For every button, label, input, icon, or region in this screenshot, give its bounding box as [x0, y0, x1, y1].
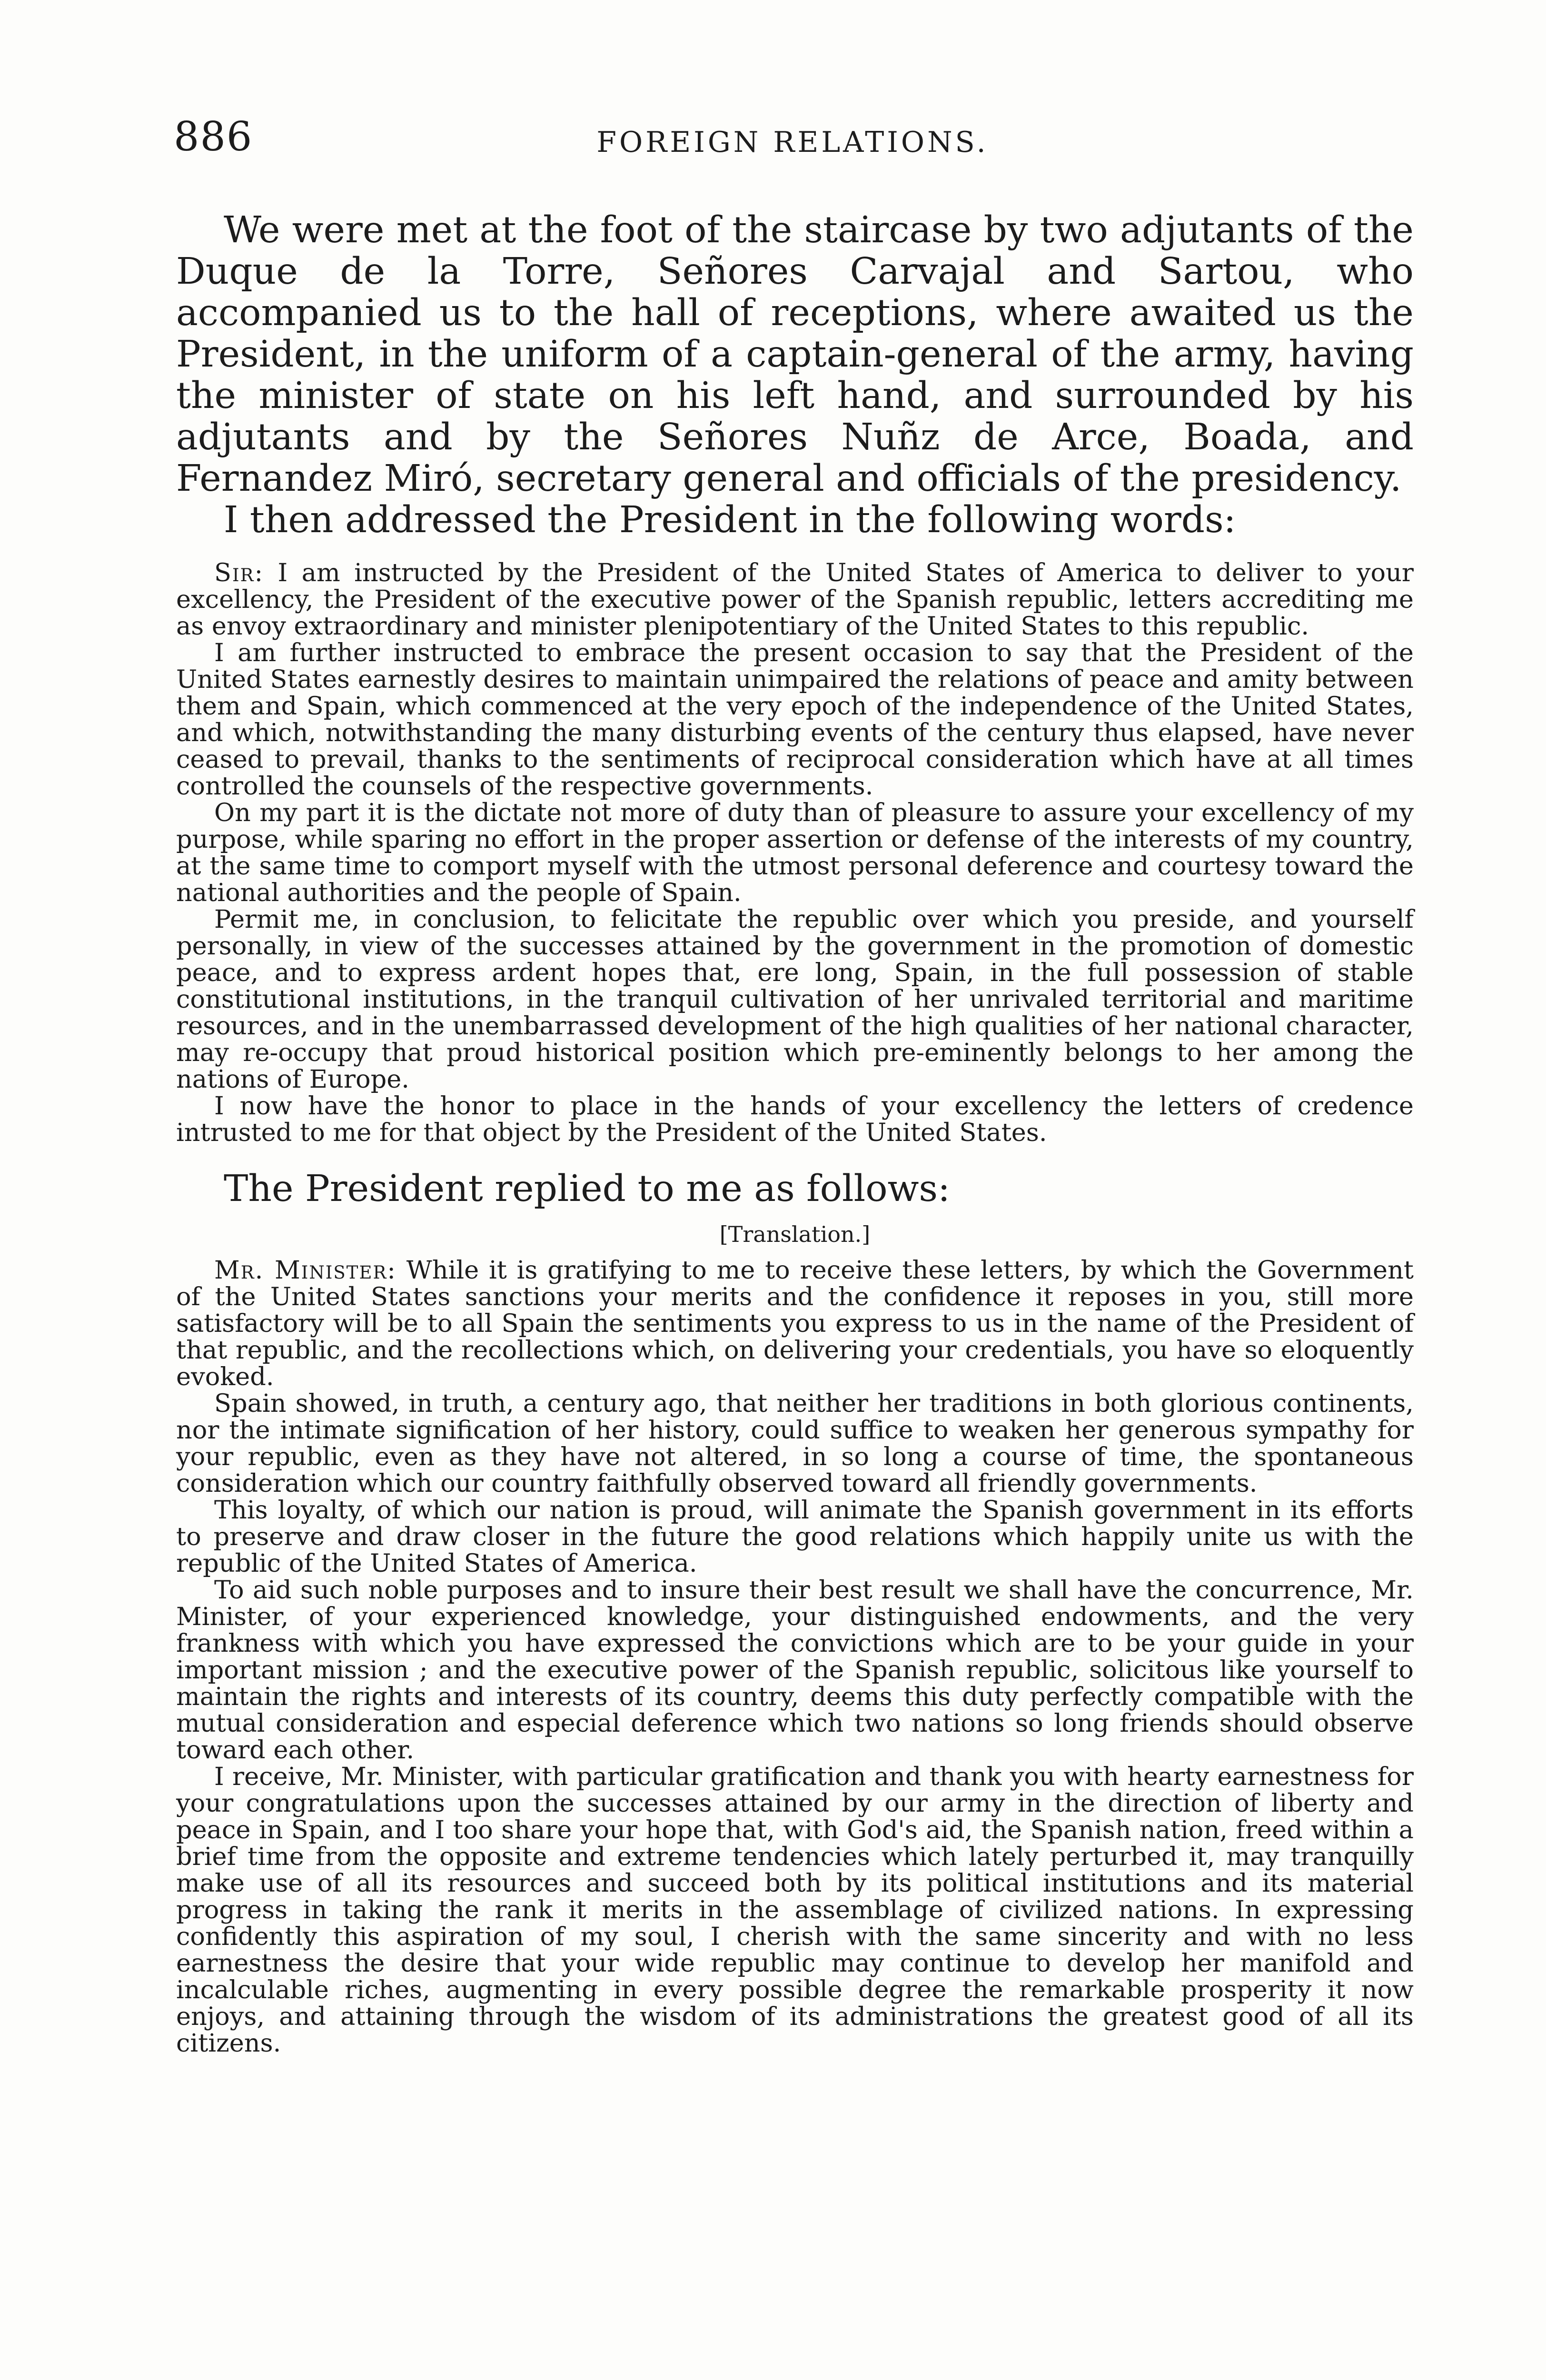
running-head: FOREIGN RELATIONS. [596, 126, 989, 159]
minister-address-paragraph: Permit me, in conclusion, to felicitate the republic over which you preside, and yourself personally, in view of the successes attained by the government in the promotion of domestic peace, and to express ardent hopes that, ere long, Spain, in the full possession of stable constitutional institutions, in the tranquil cultivation of her unrivaled territorial and maritime resources, and in the unembarrassed development of the high qualities of her national character, may re-occupy that proud historical position which pre-eminently belongs to her among the nations of Europe. [176, 905, 1414, 1094]
address-intro-line: I then addressed the President in the following words: [224, 499, 1236, 541]
salutation: Mr. Minister: [214, 1256, 396, 1285]
president-reply-paragraph: To aid such noble purposes and to insure their best result we shall have the concurrence, Mr. Minister, of your experienced knowledge, your distinguished endowments, and the very frankness with which you have expressed the convictions which are to be your guide in your important mission ; and the executive power of the Spanish republic, solicitous like yourself to maintain the rights and interests of its country, deems this duty perfectly compatible with the mutual consideration and especial deference which two nations so long friends should observe toward each other. [176, 1576, 1414, 1765]
page-body [176, 209, 1414, 2057]
intro-paragraph: We were met at the foot of the staircase by two adjutants of the Duque de la Torre, Señores Carvajal and Sartou, who accompanied us to the hall of receptions, where awaited us the President, in the uniform of a captain-general of the army, having the minister of state on his left hand, and surrounded by his adjutants and by the Señores Nuñz de Arce, Boada, and Fernandez Miró, secretary general and officials of the presidency. [176, 209, 1414, 500]
paragraph-text: I am instructed by the President of the United States of America to deliver to your excellency, the President of the executive power of the Spanish republic, letters accrediting me as envoy extraordinary and minister plenipotentiary of the United States to this republic. [176, 558, 1414, 641]
paragraph-text: While it is gratifying to me to receive these letters, by which the Government of the United States sanctions your merits and the confidence it reposes in you, still more satisfactory will be to all Spain the sentiments you express to us in the name of the President of that republic, and the recollections which, on delivering your credentials, you have so eloquently evoked. [176, 1256, 1414, 1391]
minister-address-paragraph [176, 560, 1414, 640]
president-reply [176, 1257, 1414, 2057]
translation-label: [Translation.] [719, 1221, 871, 1247]
salutation: Sir: [214, 558, 264, 587]
minister-address-paragraph: I now have the honor to place in the hands of your excellency the letters of credence intrusted to me for that object by the President of the United States. [176, 1091, 1414, 1147]
page-number: 886 [174, 113, 253, 160]
president-reply-paragraph: I receive, Mr. Minister, with particular gratification and thank you with hearty earnestness for your congratulations upon the successes attained by our army in the direction of liberty and peace in Spain, and I too share your hope that, with God's aid, the Spanish nation, freed within a brief time from the opposite and extreme tendencies which lately perturbed it, may tranquilly make use of all its resources and succeed both by its political institutions and its material progress in taking the rank it merits in the assemblage of civilized nations. In expressing confidently this aspiration of my soul, I cherish with the same sincerity and with no less earnestness the desire that your wide republic may continue to develop her manifold and incalculable riches, augmenting in every possible degree the remarkable prosperity it now enjoys, and attaining through the wisdom of its administrations the greatest good of all its citizens. [176, 1762, 1414, 2058]
minister-address-paragraph: On my part it is the dictate not more of duty than of pleasure to assure your excellency of my purpose, while sparing no effort in the proper assertion or defense of the interests of my country, at the same time to comport myself with the utmost personal deference and courtesy toward the national authorities and the people of Spain. [176, 798, 1414, 907]
page-header [174, 113, 1411, 166]
minister-address [176, 560, 1414, 1146]
president-reply-paragraph: This loyalty, of which our nation is proud, will animate the Spanish government in its efforts to preserve and draw closer in the future the good relations which happily unite us with the republic of the United States of America. [176, 1496, 1414, 1578]
minister-address-paragraph: I am further instructed to embrace the present occasion to say that the President of the United States earnestly desires to maintain unimpaired the relations of peace and amity between them and Spain, which commenced at the very epoch of the independence of the United States, and which, notwithstanding the many disturbing events of the century thus elapsed, have never ceased to prevail, thanks to the sentiments of reciprocal consideration which have at all times controlled the counsels of the respective governments. [176, 638, 1414, 801]
reply-intro-line: The President replied to me as follows: [224, 1168, 951, 1210]
president-reply-paragraph [176, 1257, 1414, 1390]
president-reply-paragraph: Spain showed, in truth, a century ago, that neither her traditions in both glorious continents, nor the intimate signification of her history, could suffice to weaken her generous sympathy for your republic, even as they have not altered, in so long a course of time, the spontaneous consideration which our country faithfully observed toward all friendly governments. [176, 1389, 1414, 1498]
